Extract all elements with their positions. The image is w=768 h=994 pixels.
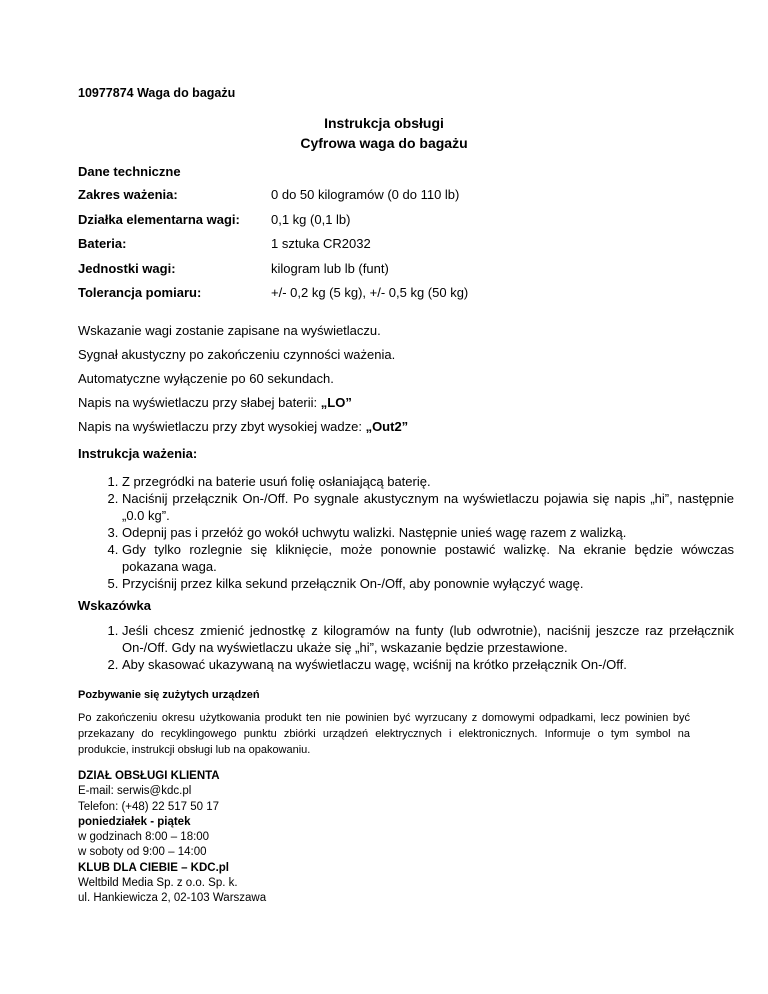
hints-heading: Wskazówka bbox=[78, 598, 151, 613]
contact-company: Weltbild Media Sp. z o.o. Sp. k. bbox=[78, 877, 238, 890]
specs-table bbox=[78, 187, 690, 310]
list-item: 5. Przyciśnij przez kilka sekund przełącznik On-/Off, aby ponownie wyłączyć wagę. bbox=[122, 575, 734, 592]
spec-value: +/- 0,2 kg (5 kg), +/- 0,5 kg (50 kg) bbox=[271, 285, 469, 300]
contact-club: KLUB DLA CIEBIE – KDC.pl bbox=[78, 861, 229, 874]
list-item: 3. Odepnij pas i przełóż go wokół uchwytu walizki. Następnie unieś wagę razem z walizką. bbox=[122, 524, 734, 541]
contact-email: E-mail: serwis@kdc.pl bbox=[78, 785, 192, 798]
notes-block bbox=[78, 322, 690, 442]
note-overload bbox=[78, 418, 690, 442]
spec-row bbox=[78, 261, 690, 286]
contact-department: DZIAŁ OBSŁUGI KLIENTA bbox=[78, 770, 220, 782]
document-id: 10977874 Waga do bagażu bbox=[78, 86, 236, 100]
contact-hours-weekday: w godzinach 8:00 – 18:00 bbox=[78, 831, 210, 844]
title-line-1: Instrukcja obsługi bbox=[324, 115, 444, 131]
spec-label: Tolerancja pomiaru: bbox=[78, 285, 202, 300]
spec-label: Jednostki wagi: bbox=[78, 260, 176, 276]
disposal-heading: Pozbywanie się zużytych urządzeń bbox=[78, 689, 260, 701]
steps-heading: Instrukcja ważenia: bbox=[78, 446, 198, 461]
note-low-battery-code: „LO” bbox=[320, 395, 352, 410]
spec-label: Bateria: bbox=[78, 236, 127, 251]
spec-value: 1 sztuka CR2032 bbox=[271, 236, 371, 251]
contact-phone: Telefon: (+48) 22 517 50 17 bbox=[78, 800, 219, 813]
spec-value: 0 do 50 kilogramów (0 do 110 lb) bbox=[271, 187, 460, 202]
spec-value: kilogram lub lb (funt) bbox=[271, 260, 389, 276]
spec-label: Zakres ważenia: bbox=[78, 187, 178, 202]
spec-row bbox=[78, 187, 690, 212]
spec-row bbox=[78, 285, 690, 310]
note-display-memory: Wskazanie wagi zostanie zapisane na wyświetlaczu. bbox=[78, 323, 381, 338]
contact-days: poniedziałek - piątek bbox=[78, 815, 191, 828]
list-item: 1. Z przegródki na baterie usuń folię osłaniającą baterię. bbox=[122, 473, 734, 490]
hints-list bbox=[78, 622, 734, 673]
note-overload-code: „Out2” bbox=[365, 419, 409, 434]
note-overload-text: Napis na wyświetlaczu przy zbyt wysokiej wadze: bbox=[78, 419, 366, 434]
title-line-2: Cyfrowa waga do bagażu bbox=[300, 135, 468, 151]
note-beep: Sygnał akustyczny po zakończeniu czynności ważenia. bbox=[78, 347, 396, 362]
list-item: 1. Jeśli chcesz zmienić jednostkę z kilogramów na funty (lub odwrotnie), naciśnij jeszcze raz przełącznik On-/Off. Gdy na wyświetlaczu ukaże się „hi”, wskazanie będzie przestawione. bbox=[122, 622, 734, 656]
specs-heading: Dane techniczne bbox=[78, 164, 181, 179]
list-item: 4. Gdy tylko rozlegnie się kliknięcie, może ponownie postawić walizkę. Na ekranie będzie wówczas pokazana waga. bbox=[122, 541, 734, 575]
contact-hours-saturday: w soboty od 9:00 – 14:00 bbox=[78, 846, 207, 859]
steps-list bbox=[78, 473, 734, 592]
disposal-text: Po zakończeniu okresu użytkowania produkt ten nie powinien być wyrzucany z domowymi odpadkami, lecz powinien być przekazany do recyklingowego punktu zbiórki urządzeń elektrycznych i elektronicznych. Informuje o tym symbol na produkcie, instrukcji obsługi lub na opakowaniu. bbox=[78, 712, 690, 756]
spec-value: 0,1 kg (0,1 lb) bbox=[271, 211, 351, 227]
spec-row bbox=[78, 212, 690, 237]
document-title bbox=[78, 113, 690, 153]
list-item: 2. Naciśnij przełącznik On-/Off. Po sygnale akustycznym na wyświetlaczu pojawia się napis „hi”, następnie „0.0 kg”. bbox=[122, 490, 734, 524]
contact-address: ul. Hankiewicza 2, 02-103 Warszawa bbox=[78, 892, 267, 905]
spec-row bbox=[78, 236, 690, 261]
note-low-battery-text: Napis na wyświetlaczu przy słabej baterii: bbox=[78, 395, 321, 410]
list-item: 2. Aby skasować ukazywaną na wyświetlaczu wagę, wciśnij na krótko przełącznik On-/Off. bbox=[122, 656, 734, 673]
note-low-battery bbox=[78, 394, 690, 418]
spec-label: Działka elementarna wagi: bbox=[78, 211, 240, 227]
contact-block bbox=[78, 769, 266, 907]
note-auto-off: Automatyczne wyłączenie po 60 sekundach. bbox=[78, 371, 334, 386]
